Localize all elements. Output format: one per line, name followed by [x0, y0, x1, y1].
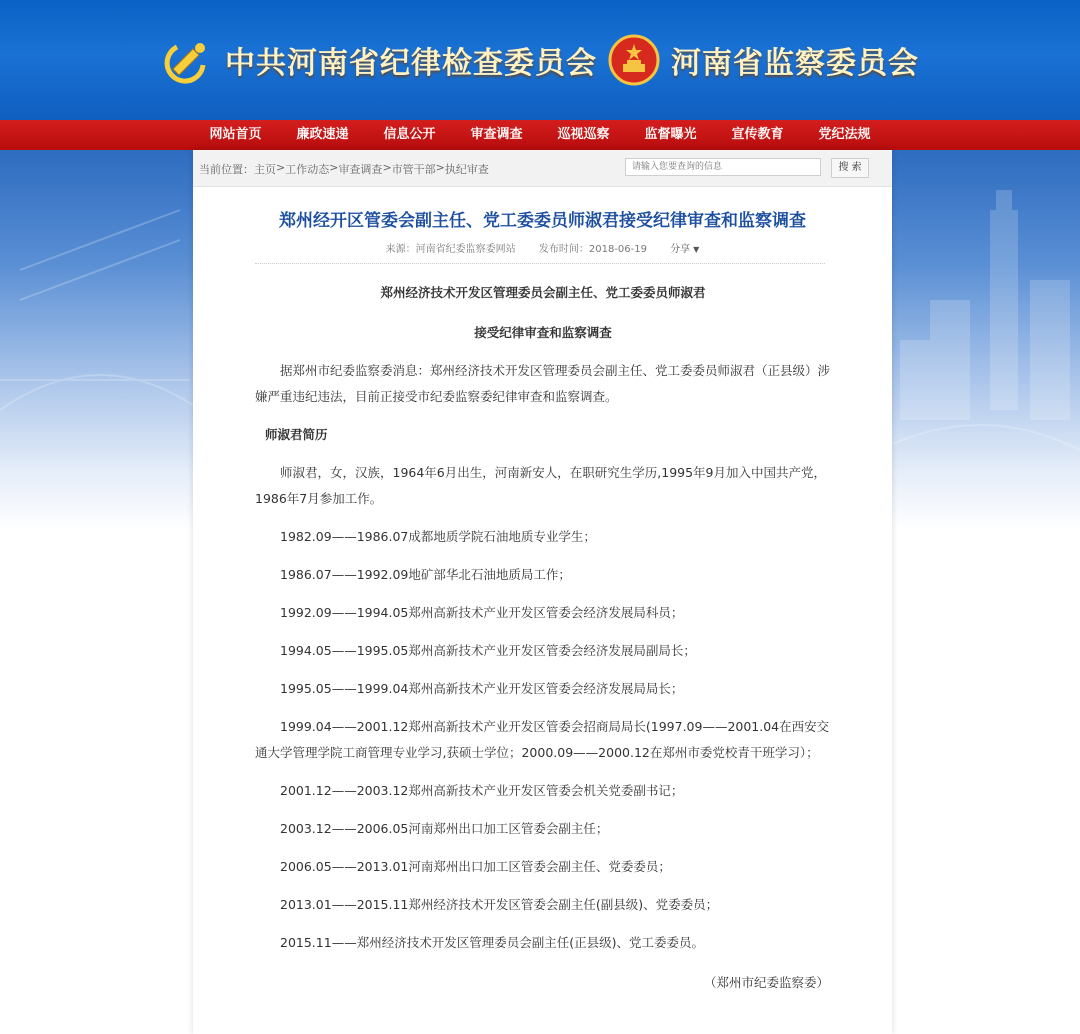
- nav-item-inspection[interactable]: 巡视巡察: [557, 127, 610, 142]
- article-date: 发布时间：2018-06-19: [538, 244, 647, 255]
- share-button[interactable]: [670, 244, 699, 255]
- breadcrumb-item[interactable]: 执纪审查: [444, 163, 489, 176]
- article-heading-2: 接受纪律审查和监察调查: [474, 325, 612, 340]
- breadcrumb-separator: >: [382, 161, 392, 174]
- article-title: 郑州经开区管委会副主任、党工委委员师淑君接受纪律审查和监察调查: [279, 211, 806, 231]
- site-header: [0, 0, 1080, 120]
- bio-heading: 师淑君简历: [265, 427, 328, 442]
- breadcrumb-separator: >: [329, 161, 339, 174]
- career-item: 1982.09——1986.07成都地质学院石油地质专业学生；: [280, 529, 596, 544]
- header-title-left: 中共河南省纪律检查委员会: [225, 46, 597, 81]
- breadcrumb-item[interactable]: 主页: [254, 163, 276, 176]
- breadcrumb: [199, 161, 489, 177]
- article-body: [255, 280, 831, 996]
- nav-item-exposure[interactable]: 监督曝光: [644, 127, 697, 142]
- search-input[interactable]: [625, 158, 821, 176]
- nav-item-home[interactable]: 网站首页: [209, 127, 262, 142]
- career-item: 1994.05——1995.05郑州高新技术产业开发区管委会经济发展局副局长；: [280, 643, 696, 658]
- breadcrumb-item[interactable]: 市管干部: [391, 163, 436, 176]
- nav-item-info-disclosure[interactable]: 信息公开: [383, 127, 436, 142]
- article-heading-1: 郑州经济技术开发区管理委员会副主任、党工委委员师淑君: [380, 285, 706, 300]
- article-signature: （郑州市纪委监察委）: [703, 975, 829, 990]
- breadcrumb-item[interactable]: 工作动态: [285, 163, 330, 176]
- nav-item-education[interactable]: 宣传教育: [731, 127, 784, 142]
- article-source: 来源：河南省纪委监察委网站: [385, 244, 516, 255]
- search-button[interactable]: 搜 索: [831, 158, 869, 178]
- career-item: 2013.01——2015.11郑州经济技术开发区管委会副主任(副县级)、党委委员；: [280, 897, 719, 912]
- breadcrumb-separator: >: [435, 161, 445, 174]
- main-nav: [0, 120, 1080, 150]
- nav-item-review-investigation[interactable]: 审查调查: [470, 127, 523, 142]
- nav-item-integrity-news[interactable]: 廉政速递: [296, 127, 349, 142]
- career-item: 1995.05——1999.04郑州高新技术产业开发区管委会经济发展局局长；: [280, 681, 684, 696]
- career-item: 2015.11——郑州经济技术开发区管理委员会副主任(正县级)、党工委委员。: [280, 935, 704, 950]
- career-item: 1992.09——1994.05郑州高新技术产业开发区管委会经济发展局科员；: [280, 605, 684, 620]
- breadcrumb-bar: [193, 150, 892, 187]
- party-emblem-icon: [161, 33, 215, 87]
- chevron-down-icon: ▼: [693, 245, 700, 254]
- breadcrumb-separator: >: [276, 161, 286, 174]
- article-panel: [193, 150, 892, 1034]
- career-item: 2001.12——2003.12郑州高新技术产业开发区管委会机关党委副书记；: [280, 783, 684, 798]
- header-title-right: 河南省监察委员会: [671, 46, 919, 81]
- share-label: 分享: [670, 244, 691, 255]
- career-item: 2003.12——2006.05河南郑州出口加工区管委会副主任；: [280, 821, 609, 836]
- nav-item-regulations[interactable]: 党纪法规: [818, 127, 871, 142]
- career-item: 1999.04——2001.12郑州高新技术产业开发区管委会招商局局长(1997.09——2001.04在西安交通大学管理学院工商管理专业学习,获硕士学位；2000.09——2000.12在郑州市委党校青干班学习）；: [255, 719, 830, 760]
- career-item: 2006.05——2013.01河南郑州出口加工区管委会副主任、党委委员；: [280, 859, 671, 874]
- article-meta: [193, 240, 892, 255]
- breadcrumb-item[interactable]: 审查调查: [338, 163, 383, 176]
- career-item: 1986.07——1992.09地矿部华北石油地质局工作；: [280, 567, 571, 582]
- divider: [255, 263, 825, 264]
- article-intro: 据郑州市纪委监察委消息：郑州经济技术开发区管理委员会副主任、党工委委员师淑君（正县级）涉嫌严重违纪违法，目前正接受市纪委监察委纪律审查和监察调查。: [255, 363, 831, 404]
- national-emblem-icon: [607, 33, 661, 87]
- breadcrumb-prefix: 当前位置：: [199, 163, 254, 176]
- bio-paragraph: 师淑君，女，汉族，1964年6月出生，河南新安人，在职研究生学历,1995年9月加入中国共产党，1986年7月参加工作。: [255, 465, 827, 506]
